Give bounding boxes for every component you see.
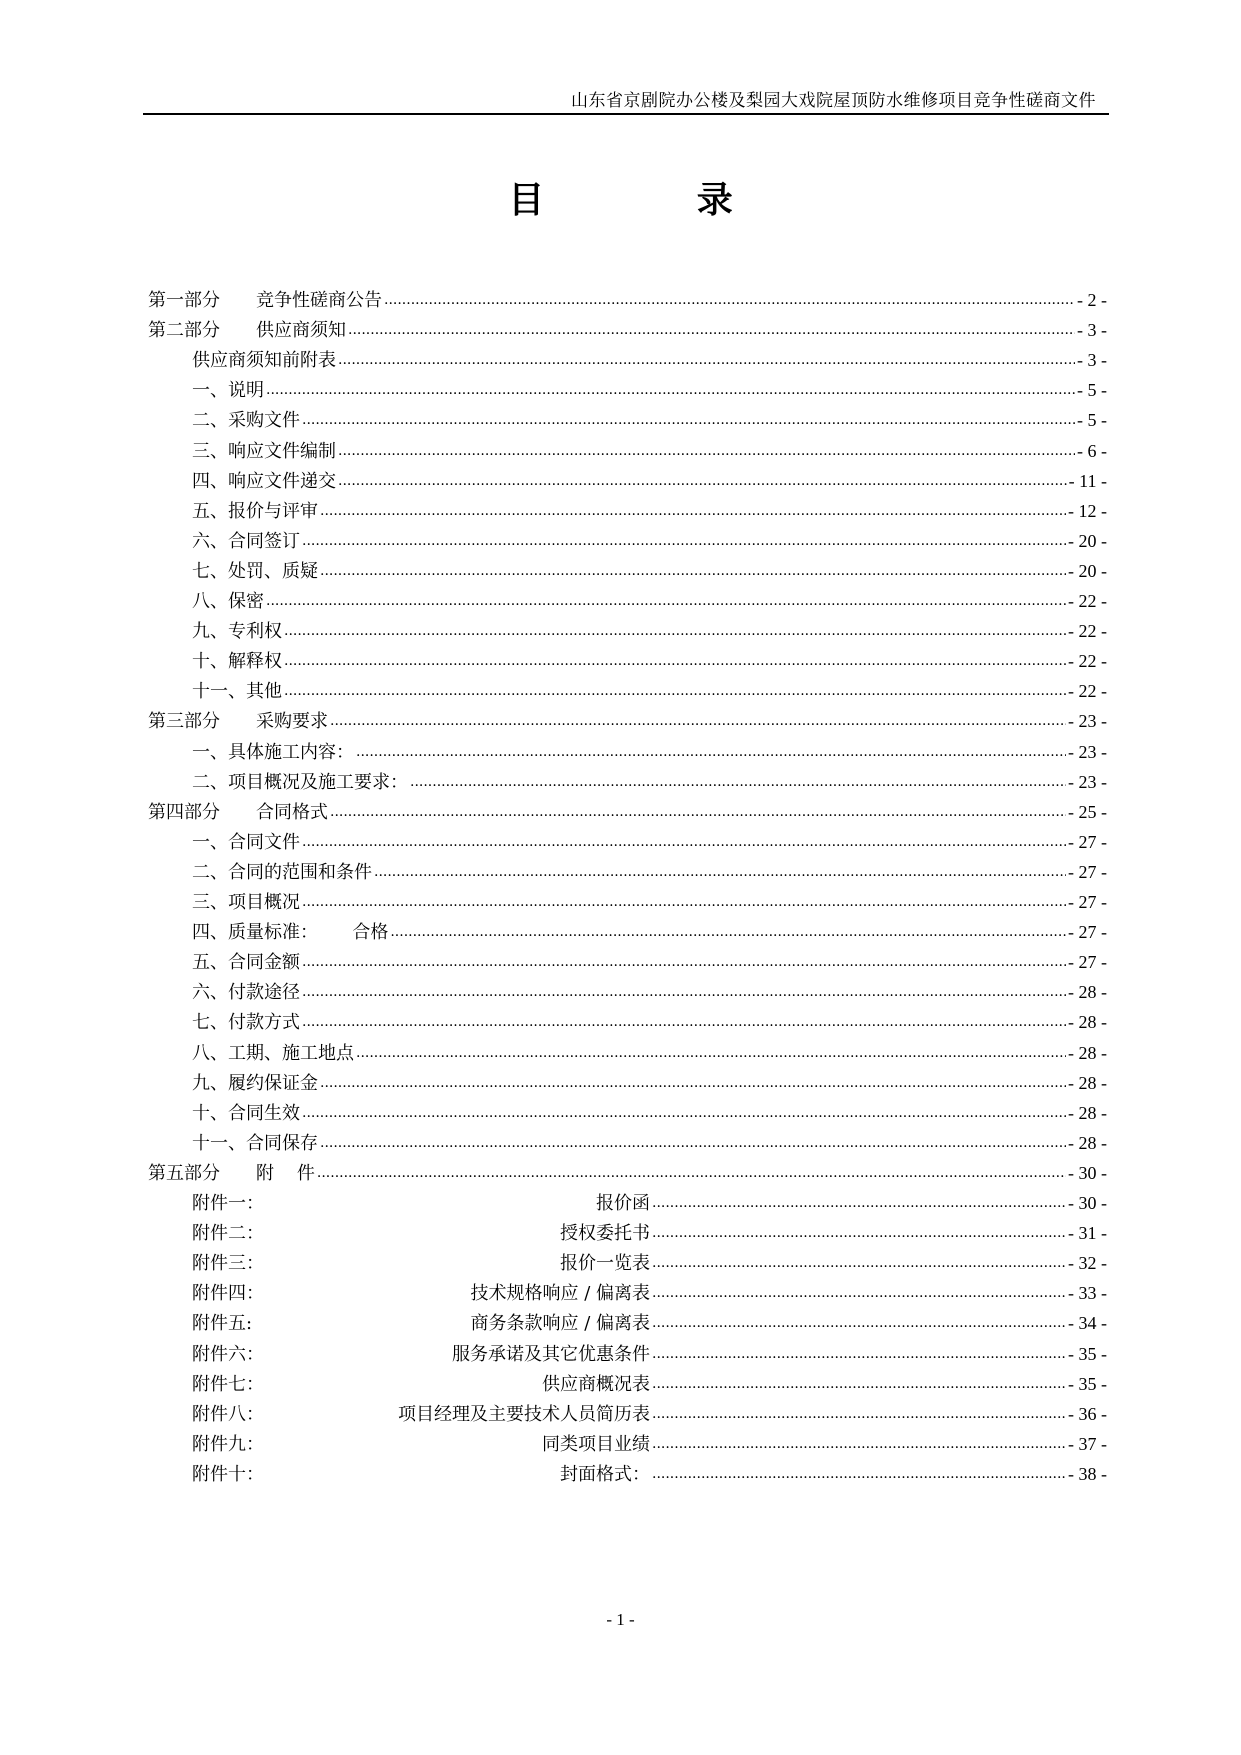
toc-entry[interactable] <box>192 1188 1107 1218</box>
toc-dot-leader <box>320 1067 1066 1098</box>
toc-entry-title: 采购要求 <box>256 711 328 733</box>
toc-page-number: - 32 - <box>1068 1253 1107 1274</box>
toc-page-number: - 5 - <box>1077 410 1107 431</box>
toc-dot-leader <box>652 1428 1066 1459</box>
toc-page-number: - 27 - <box>1068 892 1107 912</box>
toc-dot-leader <box>356 736 1066 767</box>
toc-dot-leader <box>652 1247 1066 1278</box>
toc-dot-leader <box>330 796 1066 827</box>
toc-entry-title: 授权委托书 <box>560 1223 650 1245</box>
toc-entry[interactable] <box>192 1218 1107 1248</box>
toc-entry[interactable] <box>192 857 1107 887</box>
toc-page-number: - 38 - <box>1068 1463 1107 1484</box>
toc-entry-title: 二、项目概况及施工要求： <box>192 771 408 793</box>
toc-page-number: - 27 - <box>1068 952 1107 973</box>
toc-entry-title: 商务条款响应 / 偏离表 <box>470 1313 650 1335</box>
toc-entry[interactable] <box>192 767 1107 797</box>
toc-entry[interactable] <box>192 977 1107 1007</box>
toc-entry[interactable] <box>192 1248 1107 1278</box>
toc-page-number: - 37 - <box>1068 1433 1107 1454</box>
toc-page-number: - 36 - <box>1068 1403 1107 1424</box>
toc-entry[interactable] <box>192 1038 1107 1068</box>
toc-dot-leader <box>652 1368 1066 1399</box>
toc-entry-title: 七、处罚、质疑 <box>192 560 318 582</box>
toc-entry-title: 八、工期、施工地点 <box>192 1042 354 1064</box>
toc-entry-title: 四、质量标准： 合格 <box>192 922 389 944</box>
toc-dot-leader <box>338 344 1075 375</box>
toc-page-number: - 28 - <box>1068 1042 1107 1063</box>
toc-dot-leader <box>302 1006 1066 1037</box>
toc-entry[interactable] <box>192 827 1107 857</box>
toc-page-number: - 3 - <box>1077 320 1107 341</box>
toc-entry[interactable] <box>192 646 1107 676</box>
toc-entry-title: 三、响应文件编制 <box>192 440 336 462</box>
toc-page-number: - 22 - <box>1068 621 1107 642</box>
toc-page-number: - 22 - <box>1068 681 1107 702</box>
toc-page-number: - 27 - <box>1068 922 1107 943</box>
toc-entry-title: 二、合同的范围和条件 <box>192 861 372 883</box>
toc-dot-leader <box>338 465 1067 496</box>
toc-dot-leader <box>302 976 1066 1007</box>
toc-page-number: - 20 - <box>1068 560 1107 581</box>
toc-dot-leader <box>652 1458 1066 1489</box>
toc-dot-leader <box>266 374 1075 405</box>
toc-entry[interactable] <box>192 1459 1107 1489</box>
toc-part-label: 第五部分 <box>148 1162 220 1184</box>
toc-page-number: - 3 - <box>1077 350 1107 371</box>
toc-entry-title: 报价一览表 <box>560 1253 650 1275</box>
toc-annex-label: 附件一： <box>192 1193 264 1214</box>
toc-annex-label: 附件五: <box>192 1313 253 1335</box>
toc-page-number: - 31 - <box>1068 1223 1107 1244</box>
toc-entry[interactable] <box>148 797 1107 827</box>
toc-part-label: 第二部分 <box>148 320 220 342</box>
toc-annex-label: 附件六： <box>192 1343 264 1365</box>
toc-entry-title: 九、专利权 <box>192 621 282 643</box>
toc-dot-leader <box>652 1398 1066 1429</box>
toc-page-number: - 28 - <box>1068 1102 1107 1123</box>
page-number: - 1 - <box>606 1610 635 1629</box>
toc-page-number: - 30 - <box>1068 1162 1107 1183</box>
toc-dot-leader <box>302 1097 1066 1128</box>
toc-entry-title: 二、采购文件 <box>192 410 300 432</box>
toc-dot-leader <box>374 856 1066 887</box>
toc-dot-leader <box>384 284 1075 315</box>
toc-page-number: - 2 - <box>1077 290 1107 310</box>
toc-dot-leader <box>652 1217 1066 1248</box>
toc-entry[interactable] <box>192 947 1107 977</box>
toc-dot-leader <box>317 1157 1066 1188</box>
toc-entry[interactable] <box>192 496 1107 526</box>
header-rule <box>143 113 1109 115</box>
toc-dot-leader <box>320 555 1066 586</box>
toc-entry-title: 六、付款途径 <box>192 982 300 1004</box>
toc-entry[interactable] <box>192 375 1107 405</box>
toc-entry-title: 十、解释权 <box>192 651 282 673</box>
toc-dot-leader <box>302 946 1066 977</box>
toc-entry-title: 十一、合同保存 <box>192 1132 318 1154</box>
toc-page-number: - 23 - <box>1068 741 1107 762</box>
toc-dot-leader <box>652 1187 1066 1218</box>
toc-entry-title: 一、合同文件 <box>192 831 300 853</box>
toc-entry[interactable] <box>192 917 1107 947</box>
toc-entry-title: 一、说明 <box>192 380 264 402</box>
toc-entry-title: 六、合同签订 <box>192 530 300 552</box>
toc-entry-title: 同类项目业绩 <box>542 1433 650 1455</box>
toc-entry-title: 项目经理及主要技术人员简历表 <box>398 1403 650 1425</box>
toc-entry[interactable] <box>192 1068 1107 1098</box>
toc-entry[interactable] <box>148 285 1107 315</box>
toc-entry-title: 四、响应文件递交 <box>192 470 336 492</box>
toc-entry-title: 五、合同金额 <box>192 952 300 974</box>
toc-dot-leader <box>302 404 1075 435</box>
toc-page-number: - 27 - <box>1068 861 1107 882</box>
toc-entry[interactable] <box>148 315 1107 345</box>
toc-entry[interactable] <box>192 887 1107 917</box>
toc-page-number: - 35 - <box>1068 1373 1107 1394</box>
toc-dot-leader <box>348 314 1075 345</box>
toc-entry[interactable] <box>192 345 1107 375</box>
toc-dot-leader <box>302 525 1066 556</box>
toc-annex-label: 附件七： <box>192 1373 264 1395</box>
toc-dot-leader <box>302 886 1066 917</box>
toc-entry-title: 合同格式 <box>256 801 328 823</box>
toc-dot-leader <box>284 645 1066 676</box>
toc-annex-label: 附件三： <box>192 1253 264 1275</box>
toc-dot-leader <box>652 1338 1066 1369</box>
toc-entry[interactable] <box>192 436 1107 466</box>
toc-entry[interactable] <box>192 1007 1107 1037</box>
toc-page-number: - 11 - <box>1068 470 1107 491</box>
toc-dot-leader <box>266 585 1066 616</box>
toc-entry[interactable] <box>192 586 1107 616</box>
toc-entry-title: 九、履约保证金 <box>192 1072 318 1094</box>
toc-page-number: - 28 - <box>1068 982 1107 1003</box>
toc-dot-leader <box>284 615 1066 646</box>
toc-page-number: - 35 - <box>1068 1343 1107 1364</box>
toc-page-number: - 6 - <box>1077 440 1107 461</box>
toc-entry[interactable] <box>192 1429 1107 1459</box>
toc-entry-title: 报价函 <box>596 1193 650 1214</box>
toc-page-number: - 22 - <box>1068 651 1107 672</box>
toc-dot-leader <box>302 826 1066 857</box>
toc-dot-leader <box>390 916 1066 947</box>
toc-annex-label: 附件八： <box>192 1403 264 1425</box>
toc-entry-title: 竞争性磋商公告 <box>256 290 382 311</box>
toc-annex-label: 附件九： <box>192 1433 264 1455</box>
toc-dot-leader <box>652 1307 1066 1338</box>
toc-entry[interactable] <box>192 1098 1107 1128</box>
toc-entry-title: 十、合同生效 <box>192 1102 300 1124</box>
toc-part-label: 第四部分 <box>148 801 220 823</box>
toc-entry-title: 供应商须知前附表 <box>192 350 336 372</box>
toc-dot-leader <box>320 495 1066 526</box>
toc-entry-title: 附 件 <box>256 1162 315 1184</box>
toc-page-number: - 27 - <box>1068 831 1107 852</box>
toc-page-number: - 12 - <box>1068 500 1107 521</box>
toc-page-number: - 23 - <box>1068 711 1107 732</box>
toc-page-number: - 20 - <box>1068 530 1107 551</box>
toc-entry[interactable] <box>192 405 1107 435</box>
toc-entry[interactable] <box>192 1339 1107 1369</box>
toc-entry[interactable] <box>192 1128 1107 1158</box>
toc-entry[interactable] <box>192 556 1107 586</box>
toc-entry[interactable] <box>148 1158 1107 1188</box>
toc-entry[interactable] <box>148 706 1107 736</box>
toc-entry[interactable] <box>192 526 1107 556</box>
toc-entry-title: 供应商须知 <box>256 320 346 342</box>
toc-dot-leader <box>284 675 1066 706</box>
toc-entry[interactable] <box>192 1399 1107 1429</box>
toc-page-number: - 25 - <box>1068 801 1107 822</box>
toc-entry-title: 服务承诺及其它优惠条件 <box>452 1343 650 1365</box>
toc-page-number: - 22 - <box>1068 591 1107 611</box>
toc-entry[interactable] <box>192 1369 1107 1399</box>
toc-entry-title: 五、报价与评审 <box>192 500 318 522</box>
toc-page-number: - 28 - <box>1068 1132 1107 1153</box>
toc-dot-leader <box>410 766 1066 797</box>
toc-page-number: - 23 - <box>1068 771 1107 792</box>
toc-page-number: - 33 - <box>1068 1283 1107 1304</box>
toc-entry-title: 封面格式： <box>560 1463 650 1485</box>
toc-dot-leader <box>356 1037 1066 1068</box>
toc-entry[interactable] <box>192 616 1107 646</box>
toc-dot-leader <box>330 705 1066 736</box>
toc-page-number: - 5 - <box>1077 380 1107 401</box>
toc-dot-leader <box>652 1277 1066 1308</box>
toc-annex-label: 附件四： <box>192 1283 264 1305</box>
toc-entry-title: 一、具体施工内容： <box>192 741 354 763</box>
toc-entry[interactable] <box>192 466 1107 496</box>
toc-entry-title: 八、保密 <box>192 591 264 612</box>
toc-entry-title: 三、项目概况 <box>192 892 300 913</box>
toc-annex-label: 附件十： <box>192 1463 264 1485</box>
toc-page-number: - 30 - <box>1068 1193 1107 1213</box>
toc-page-number: - 34 - <box>1068 1313 1107 1334</box>
toc-entry[interactable] <box>192 737 1107 767</box>
page-title: 目 录 <box>508 179 803 221</box>
toc-dot-leader <box>320 1127 1066 1158</box>
toc-dot-leader <box>338 435 1075 466</box>
toc-part-label: 第一部分 <box>148 290 220 311</box>
toc-entry-title: 供应商概况表 <box>542 1373 650 1395</box>
running-header: 山东省京剧院办公楼及梨园大戏院屋顶防水维修项目竞争性磋商文件 <box>571 91 1096 111</box>
toc-entry[interactable] <box>192 676 1107 706</box>
toc-annex-label: 附件二： <box>192 1223 264 1245</box>
toc-entry[interactable] <box>192 1308 1107 1338</box>
toc-entry-title: 七、付款方式 <box>192 1012 300 1034</box>
toc-entry-title: 十一、其他 <box>192 681 282 703</box>
toc-part-label: 第三部分 <box>148 711 220 733</box>
toc-entry-title: 技术规格响应 / 偏离表 <box>470 1283 650 1305</box>
toc-entry[interactable] <box>192 1278 1107 1308</box>
toc-page-number: - 28 - <box>1068 1072 1107 1093</box>
toc-page-number: - 28 - <box>1068 1012 1107 1033</box>
